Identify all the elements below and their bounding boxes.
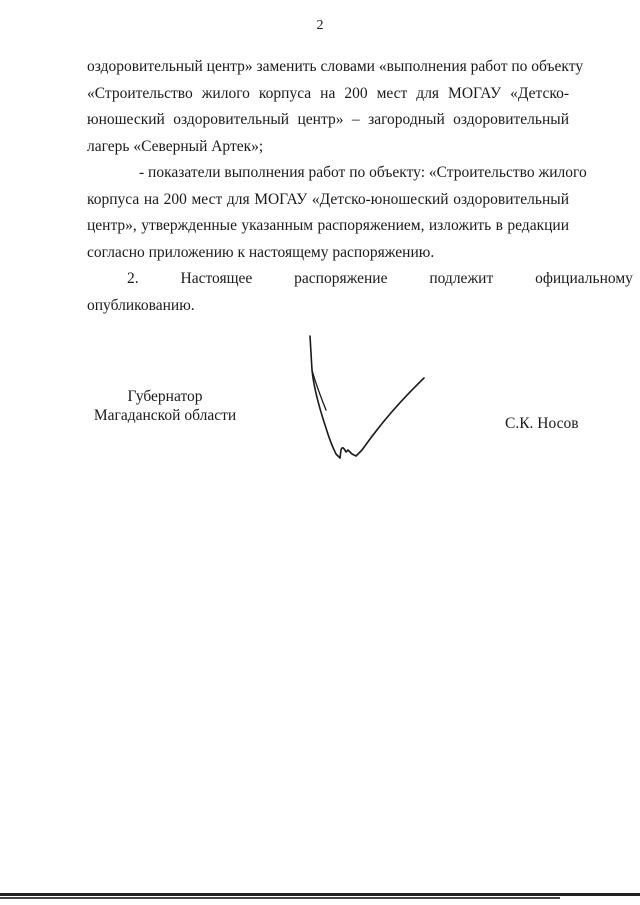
text-line: центр», утвержденные указанным распоряжением, изложить в редакции [87, 217, 569, 234]
text-line: - показатели выполнения работ по объекту: «Строительство жилого [139, 164, 587, 181]
text-line: согласно приложению к настоящему распоряжению. [87, 243, 435, 261]
signer-title [80, 387, 250, 425]
page-number: 2 [316, 18, 324, 33]
text-line: оздоровительный центр» заменить словами «выполнения работ по объекту [87, 58, 584, 75]
document-body [87, 54, 633, 319]
text-line: лагерь «Северный Артек»; [87, 137, 264, 155]
signer-name: С.К. Носов [505, 415, 579, 432]
text-line: «Строительство жилого корпуса на 200 мест для МОГАУ «Детско- [87, 84, 569, 102]
text-line: юношеский оздоровительный центр» – загородный оздоровительный [87, 111, 569, 128]
signer-title-line: Магаданской области [93, 407, 237, 424]
text-line: опубликованию. [87, 296, 195, 314]
text-line: корпуса на 200 мест для МОГАУ «Детско-юношеский оздоровительный [87, 190, 569, 208]
scan-bottom-edge [0, 893, 640, 896]
text-line: 2. Настоящее распоряжение подлежит официальному [127, 270, 633, 287]
handwritten-signature [296, 330, 436, 470]
signer-title-line: Губернатор [127, 388, 203, 405]
scan-bottom-edge [0, 897, 560, 899]
